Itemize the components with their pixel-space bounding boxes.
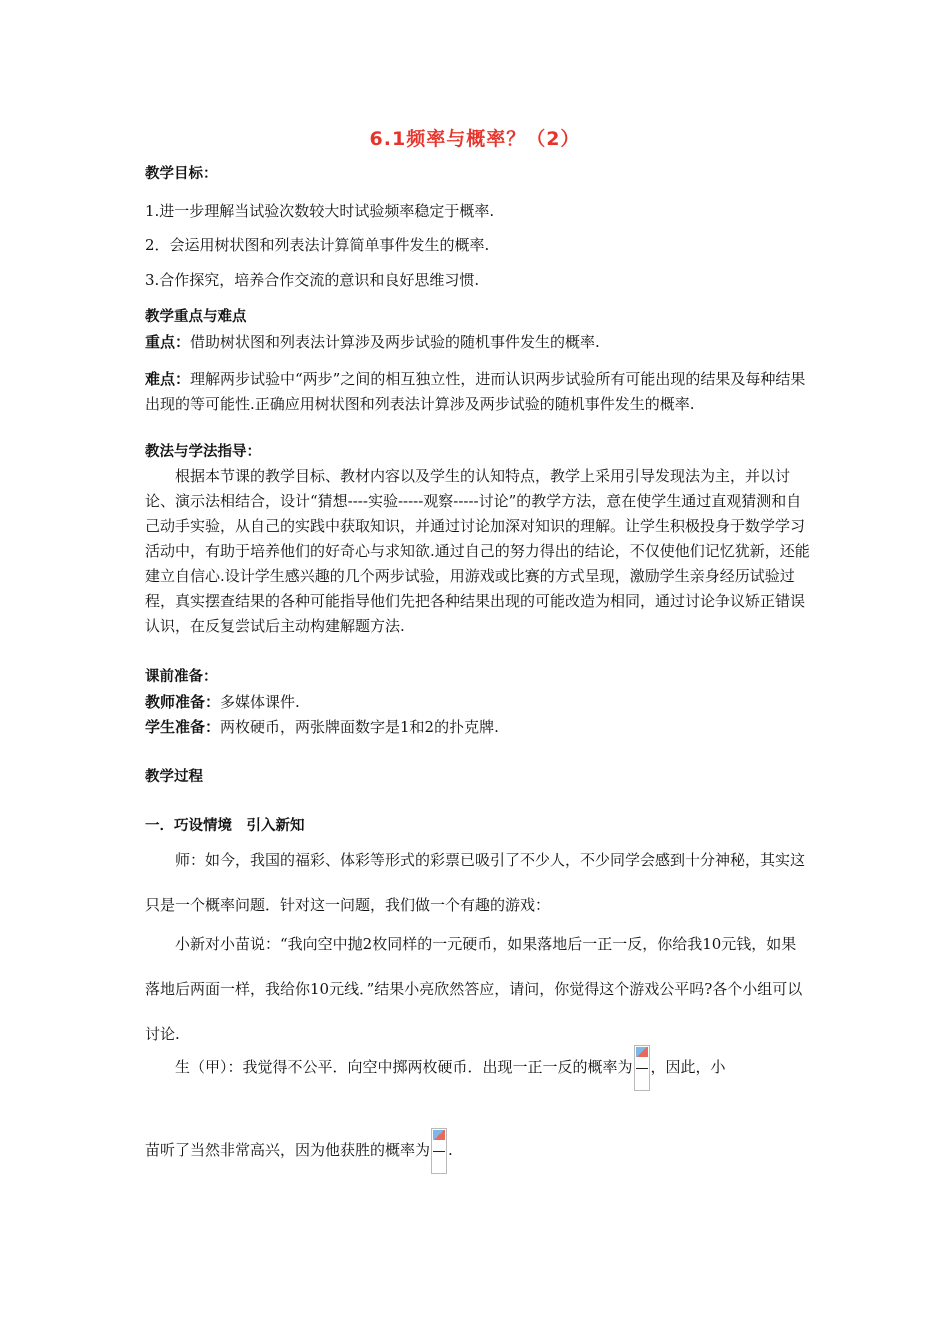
p4-text-after: .	[448, 1141, 453, 1159]
goal-item-1: 1.进一步理解当试验次数较大时试验频率稳定于概率.	[145, 202, 495, 220]
p3-text-after: ，因此，小	[650, 1058, 726, 1076]
p3-text-before: 生（甲）：我觉得不公平．向空中掷两枚硬币．出现一正一反的概率为	[175, 1058, 633, 1076]
goal-item-3: 3.合作探究，培养合作交流的意识和良好思维习惯.	[145, 271, 480, 289]
goal-item-2: 2．会运用树状图和列表法计算简单事件发生的概率.	[145, 236, 490, 254]
keypoints-heading: 教学重点与难点	[145, 309, 247, 325]
focus-paragraph	[145, 330, 810, 355]
difficulty-paragraph	[145, 367, 810, 417]
fraction-image-icon	[431, 1128, 447, 1174]
teacher-prep	[145, 690, 810, 715]
student-prep-label: 学生准备：	[145, 718, 221, 736]
process-heading: 教学过程	[145, 769, 203, 785]
goals-heading: 教学目标：	[145, 166, 218, 182]
process-paragraph-2: 小新对小苗说：“我向空中抛2枚同样的一元硬币，如果落地后一正一反，你给我10元钱，如果落地后两面一样，我给你10元线．”结果小亮欣然答应，请问，你觉得这个游戏公平吗?各个小组可以讨论.	[145, 935, 803, 1043]
method-heading: 教法与学法指导：	[145, 444, 261, 460]
process-paragraph-3	[145, 1045, 810, 1091]
focus-label: 重点：	[145, 333, 191, 351]
teacher-prep-text: 多媒体课件.	[220, 693, 300, 711]
difficulty-label: 难点：	[145, 370, 191, 388]
student-prep	[145, 715, 810, 740]
p4-text-before: 苗听了当然非常高兴，因为他获胜的概率为	[145, 1141, 431, 1159]
process-paragraph-4	[145, 1128, 810, 1174]
section-1-heading: 一．巧设情境 引入新知	[145, 818, 305, 834]
difficulty-text: 理解两步试验中“两步”之间的相互独立性，进而认识两步试验所有可能出现的结果及每种结果出现的等可能性.正确应用树状图和列表法计算涉及两步试验的随机事件发生的概率.	[145, 370, 806, 413]
teacher-prep-label: 教师准备：	[145, 693, 221, 711]
page-title: 6.1频率与概率？（2）	[369, 128, 581, 150]
focus-text: 借助树状图和列表法计算涉及两步试验的随机事件发生的概率.	[190, 333, 600, 351]
process-paragraph-1: 师：如今，我国的福彩、体彩等形式的彩票已吸引了不少人，不少同学会感到十分神秘，其实这只是一个概率问题．针对这一问题，我们做一个有趣的游戏：	[145, 851, 806, 914]
fraction-image-icon	[634, 1045, 650, 1091]
prep-heading: 课前准备：	[145, 669, 218, 685]
student-prep-text: 两枚硬币，两张牌面数字是1和2的扑克牌.	[220, 718, 499, 736]
method-paragraph: 根据本节课的教学目标、教材内容以及学生的认知特点，教学上采用引导发现法为主，并以讨论、演示法相结合，设计“猜想----实验-----观察-----讨论”的教学方法，意在使学生通过直观猜测和自己动手实验，从自己的实践中获取知识，并通过讨论加深对知识的理解。让学生积极投身于数学学习活动中，有助于培养他们的好奇心与求知欲.通过自己的努力得出的结论，不仅使他们记忆犹新，还能建立自信心.设计学生感兴趣的几个两步试验，用游戏或比赛的方式呈现，激励学生亲身经历试验过程，真实摆查结果的各种可能指导他们先把各种结果出现的可能改造为相同，通过讨论争议矫正错误认识，在反复尝试后主动构建解题方法.	[145, 467, 810, 635]
